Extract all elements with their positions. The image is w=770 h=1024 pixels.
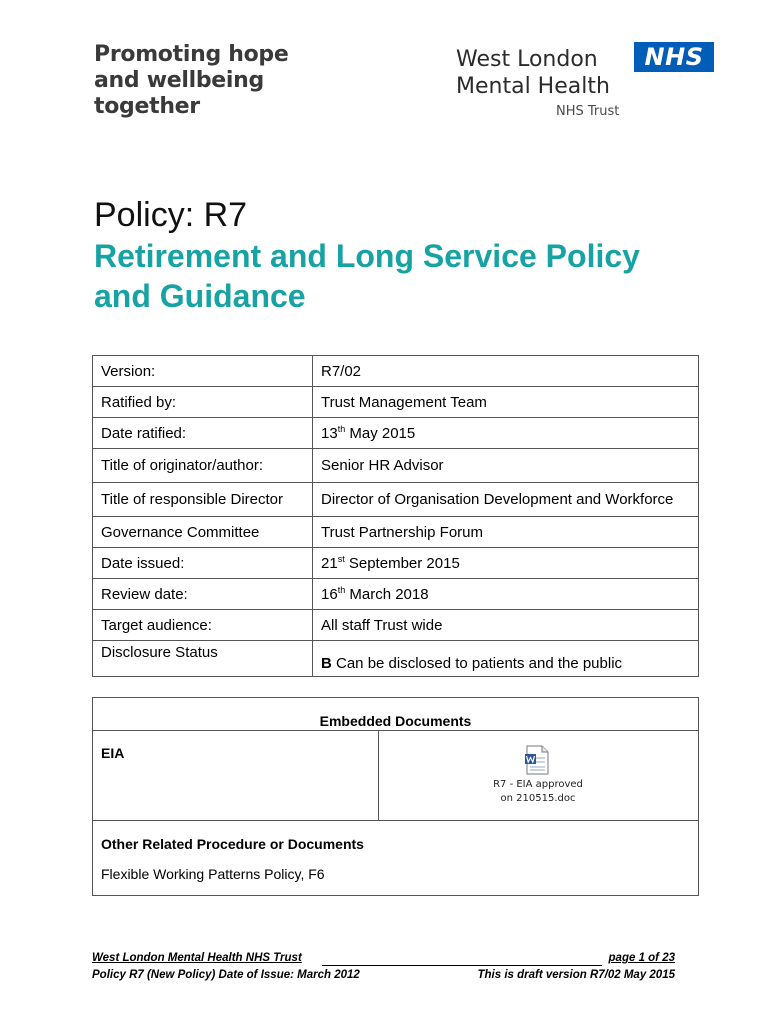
word-document-icon[interactable] bbox=[524, 745, 550, 775]
eia-row bbox=[93, 731, 698, 821]
eia-label: EIA bbox=[101, 745, 125, 761]
trust-name bbox=[456, 46, 610, 100]
footer-trust-name: West London Mental Health NHS Trust bbox=[92, 952, 302, 964]
date-suffix: th bbox=[337, 423, 346, 434]
meta-label: Title of responsible Director bbox=[93, 483, 313, 517]
page-footer bbox=[92, 952, 675, 986]
related-documents-label: Other Related Procedure or Documents bbox=[101, 836, 364, 852]
table-row bbox=[93, 418, 699, 449]
policy-metadata-table bbox=[92, 355, 699, 677]
table-row bbox=[93, 387, 699, 418]
trust-logo bbox=[456, 42, 718, 122]
attachment-caption[interactable] bbox=[473, 778, 603, 806]
related-document-item: Flexible Working Patterns Policy, F6 bbox=[101, 866, 325, 882]
table-row bbox=[93, 610, 699, 641]
meta-label: Date ratified: bbox=[93, 418, 313, 449]
trust-subtitle: NHS Trust bbox=[556, 104, 620, 119]
trust-name-line-1: West London bbox=[456, 47, 598, 72]
meta-label: Disclosure Status bbox=[93, 641, 313, 677]
meta-value-date bbox=[313, 579, 699, 610]
disclosure-code: B bbox=[321, 655, 332, 672]
footer-issue-date: Policy R7 (New Policy) Date of Issue: March 2012 bbox=[92, 969, 360, 981]
footer-row-2 bbox=[92, 969, 675, 986]
meta-value: R7/02 bbox=[313, 356, 699, 387]
date-suffix: st bbox=[337, 553, 345, 564]
tagline-line-2: and wellbeing bbox=[94, 68, 264, 93]
trust-name-line-2: Mental Health bbox=[456, 74, 610, 99]
footer-draft-version: This is draft version R7/02 May 2015 bbox=[477, 969, 675, 981]
meta-label: Ratified by: bbox=[93, 387, 313, 418]
meta-label: Review date: bbox=[93, 579, 313, 610]
meta-label: Target audience: bbox=[93, 610, 313, 641]
table-row bbox=[93, 483, 699, 517]
date-suffix: th bbox=[337, 584, 346, 595]
footer-page-number: page 1 of 23 bbox=[608, 952, 675, 964]
date-rest: May 2015 bbox=[345, 424, 416, 442]
embedded-documents-heading: Embedded Documents bbox=[93, 698, 698, 731]
date-day: 21 bbox=[321, 554, 338, 572]
embedded-documents-box bbox=[92, 697, 699, 896]
meta-label: Date issued: bbox=[93, 548, 313, 579]
date-rest: September 2015 bbox=[344, 554, 460, 572]
table-row bbox=[93, 356, 699, 387]
meta-value: Trust Management Team bbox=[313, 387, 699, 418]
meta-value: Trust Partnership Forum bbox=[313, 517, 699, 548]
footer-rule bbox=[322, 965, 602, 966]
meta-value-date bbox=[313, 548, 699, 579]
policy-code: Policy: R7 bbox=[94, 196, 248, 234]
policy-title: Retirement and Long Service Policy and Guidance bbox=[94, 238, 640, 314]
tagline-line-1: Promoting hope bbox=[94, 42, 289, 67]
nhs-logo-badge: NHS bbox=[634, 42, 714, 72]
date-rest: March 2018 bbox=[345, 585, 429, 603]
meta-value-disclosure bbox=[313, 641, 699, 677]
table-row bbox=[93, 641, 699, 677]
meta-label: Title of originator/author: bbox=[93, 449, 313, 483]
attachment-caption-line-1: R7 - EIA approved bbox=[493, 779, 583, 790]
disclosure-text: Can be disclosed to patients and the public bbox=[331, 655, 623, 672]
date-day: 13 bbox=[321, 424, 338, 442]
table-row bbox=[93, 517, 699, 548]
meta-value: All staff Trust wide bbox=[313, 610, 699, 641]
meta-label: Governance Committee bbox=[93, 517, 313, 548]
table-row bbox=[93, 449, 699, 483]
meta-label: Version: bbox=[93, 356, 313, 387]
table-row bbox=[93, 548, 699, 579]
date-day: 16 bbox=[321, 585, 338, 603]
attachment-caption-line-2: on 210515.doc bbox=[500, 793, 576, 804]
tagline-line-3: together bbox=[94, 94, 200, 119]
table-row bbox=[93, 579, 699, 610]
meta-value: Senior HR Advisor bbox=[313, 449, 699, 483]
footer-row-1 bbox=[92, 952, 675, 969]
meta-value: Director of Organisation Development and Workforce bbox=[313, 483, 699, 517]
meta-value-date bbox=[313, 418, 699, 449]
tagline bbox=[94, 42, 289, 120]
column-divider bbox=[378, 731, 379, 821]
